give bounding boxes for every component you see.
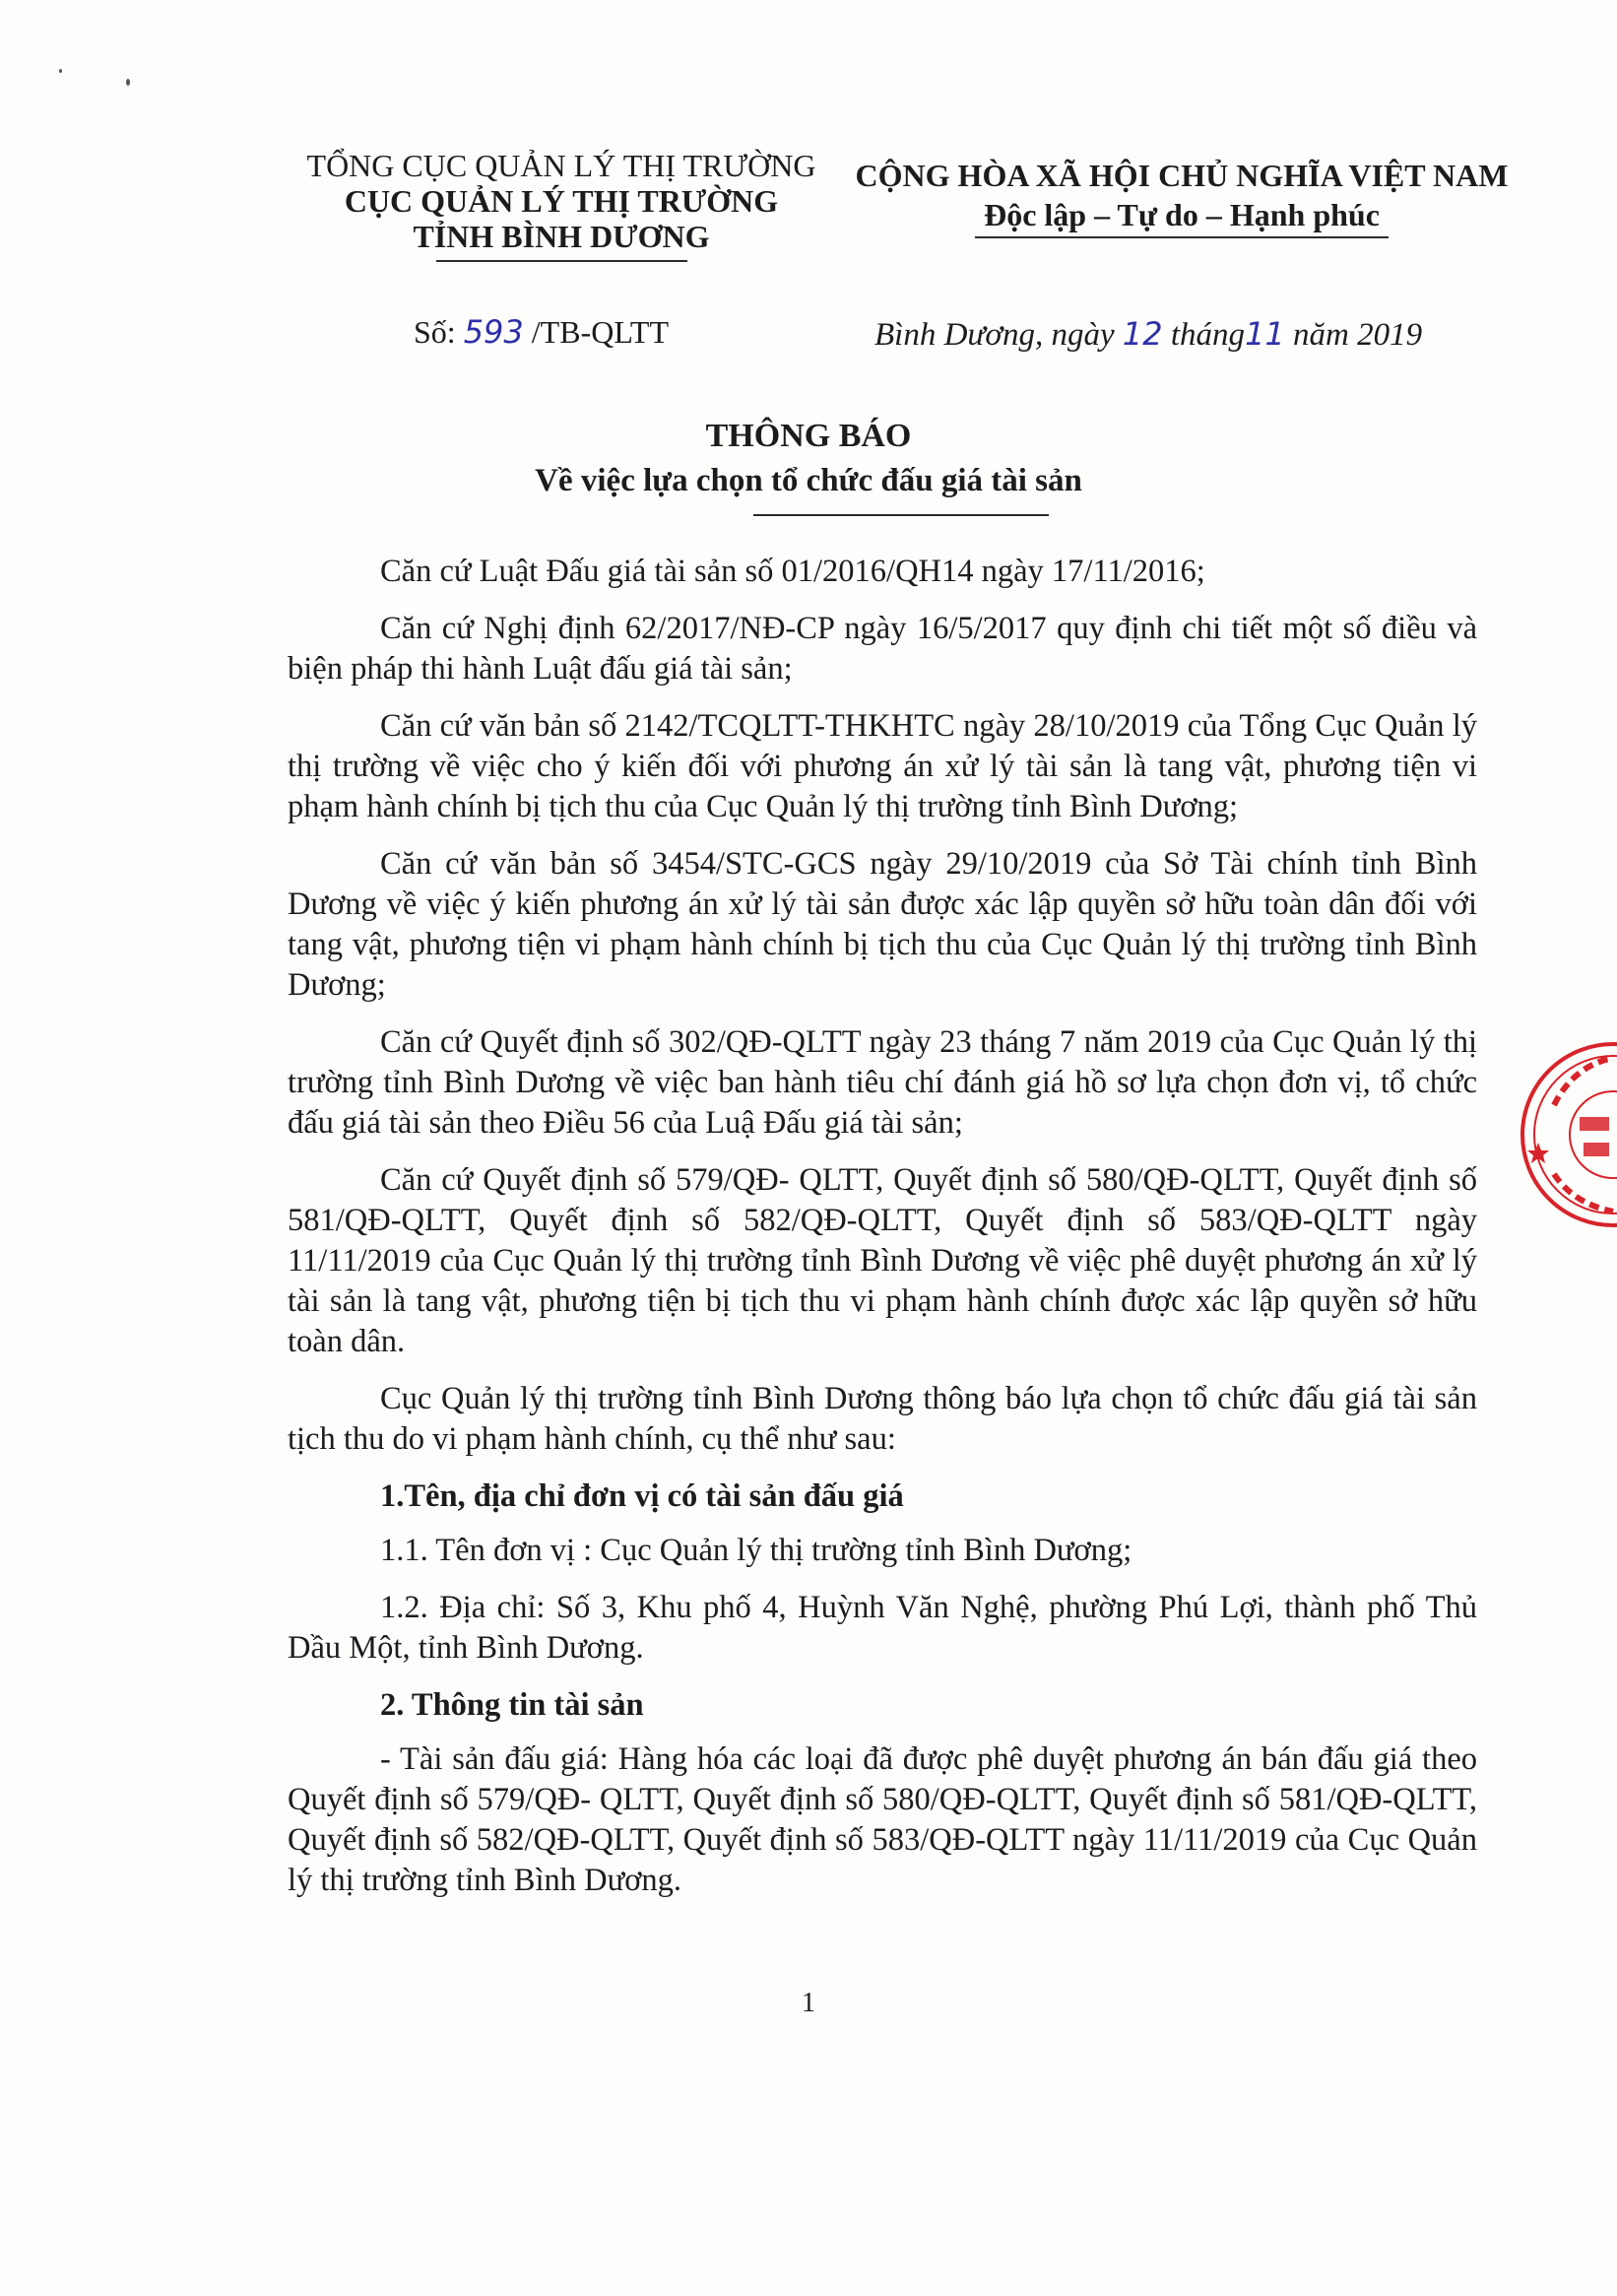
year-part: năm 2019 bbox=[1284, 317, 1423, 353]
document-title: THÔNG BÁO bbox=[705, 418, 912, 454]
paragraph: Căn cứ Quyết định số 579/QĐ- QLTT, Quyết định số 580/QĐ-QLTT, Quyết định số 581/QĐ-QLTT, Quyết định số 582/QĐ-QLTT, Quyết định số 583/QĐ-QLTT ngày 11/11/2019 của Cục Quản lý thị trường tỉnh Bình Dương về việc phê duyệt phương án xử lý tài sản là tang vật, phương tiện bị tịch thu vi phạm hành chính được xác lập quyền sở hữu toàn dân. bbox=[288, 1162, 1477, 1359]
paragraph: Căn cứ văn bản số 2142/TCQLTT-THKHTC ngày 28/10/2019 của Tổng Cục Quản lý thị trường về việc cho ý kiến đối với phương án xử lý tài sản là tang vật, phương tiện vi phạm hành chính bị tịch thu của Cục Quản lý thị trường tỉnh Bình Dương; bbox=[288, 708, 1477, 824]
red-seal-stamp bbox=[1515, 1036, 1617, 1233]
nation-title: CỘNG HÒA XÃ HỘI CHỦ NGHĨA VIỆT NAM bbox=[855, 158, 1509, 193]
document-number bbox=[414, 313, 669, 351]
agency-parent-name: TỔNG CỤC QUẢN LÝ THỊ TRƯỜNG bbox=[306, 148, 816, 183]
handwritten-number: 593 bbox=[463, 313, 524, 351]
handwritten-month: 11 bbox=[1245, 315, 1285, 353]
page-number: 1 bbox=[802, 1988, 815, 2018]
date-prefix: Bình Dương, ngày bbox=[874, 317, 1123, 353]
paragraph: Căn cứ văn bản số 3454/STC-GCS ngày 29/10/2019 của Sở Tài chính tỉnh Bình Dương về việc ý kiến phương án xử lý tài sản được xác lập quyền sở hữu toàn dân đối với tang vật, phương tiện vi phạm hành chính bị tịch thu của Cục Quản lý thị trường tỉnh Bình Dương; bbox=[288, 846, 1477, 1003]
document-subtitle: Về việc lựa chọn tổ chức đấu giá tài sản bbox=[535, 463, 1082, 498]
document-body bbox=[288, 552, 1477, 1918]
paragraph: Cục Quản lý thị trường tỉnh Bình Dương thông báo lựa chọn tổ chức đấu giá tài sản tịch thu do vi phạm hành chính, cụ thể như sau: bbox=[288, 1381, 1477, 1457]
document-date bbox=[874, 315, 1422, 354]
agency-province: TỈNH BÌNH DƯƠNG bbox=[413, 219, 710, 254]
section-heading: 2. Thông tin tài sản bbox=[380, 1687, 644, 1723]
paragraph: Căn cứ Nghị định 62/2017/NĐ-CP ngày 16/5/2017 quy định chi tiết một số điều và biện pháp thi hành Luật đấu giá tài sản; bbox=[288, 611, 1477, 687]
section-heading: 1.Tên, địa chỉ đơn vị có tài sản đấu giá bbox=[380, 1478, 904, 1514]
agency-name: CỤC QUẢN LÝ THỊ TRƯỜNG bbox=[344, 183, 779, 219]
handwritten-day: 12 bbox=[1122, 315, 1163, 353]
scan-speck bbox=[59, 69, 62, 73]
number-prefix: Số: bbox=[414, 314, 464, 350]
paragraph: - Tài sản đấu giá: Hàng hóa các loại đã được phê duyệt phương án bán đấu giá theo Quyết định số 579/QĐ- QLTT, Quyết định số 580/QĐ-QLTT, Quyết định số 581/QĐ-QLTT, Quyết định số 582/QĐ-QLTT, Quyết định số 583/QĐ-QLTT ngày 11/11/2019 của Cục Quản lý thị trường tỉnh Bình Dương. bbox=[288, 1741, 1477, 1898]
number-suffix: /TB-QLTT bbox=[523, 314, 670, 350]
scan-speck bbox=[126, 79, 130, 86]
agency-underline bbox=[436, 260, 687, 262]
paragraph: 1.2. Địa chỉ: Số 3, Khu phố 4, Huỳnh Văn Nghệ, phường Phú Lợi, thành phố Thủ Dầu Một, tỉnh Bình Dương. bbox=[288, 1590, 1477, 1666]
paragraph: 1.1. Tên đơn vị : Cục Quản lý thị trường tỉnh Bình Dương; bbox=[380, 1533, 1132, 1568]
national-motto-block bbox=[847, 156, 1517, 238]
motto: Độc lập – Tự do – Hạnh phúc bbox=[984, 197, 1380, 232]
month-label: tháng bbox=[1162, 317, 1246, 353]
paragraph: Căn cứ Quyết định số 302/QĐ-QLTT ngày 23 tháng 7 năm 2019 của Cục Quản lý thị trường tỉnh Bình Dương về việc ban hành tiêu chí đánh giá hồ sơ lựa chọn đơn vị, tổ chức đấu giá tài sản theo Điều 56 của Luậ Đấu giá tài sản; bbox=[288, 1024, 1477, 1141]
motto-underline bbox=[975, 236, 1389, 238]
issuing-agency-block bbox=[295, 148, 827, 262]
subtitle-underline bbox=[753, 514, 1049, 516]
paragraph: Căn cứ Luật Đấu giá tài sản số 01/2016/QH14 ngày 17/11/2016; bbox=[380, 554, 1205, 589]
